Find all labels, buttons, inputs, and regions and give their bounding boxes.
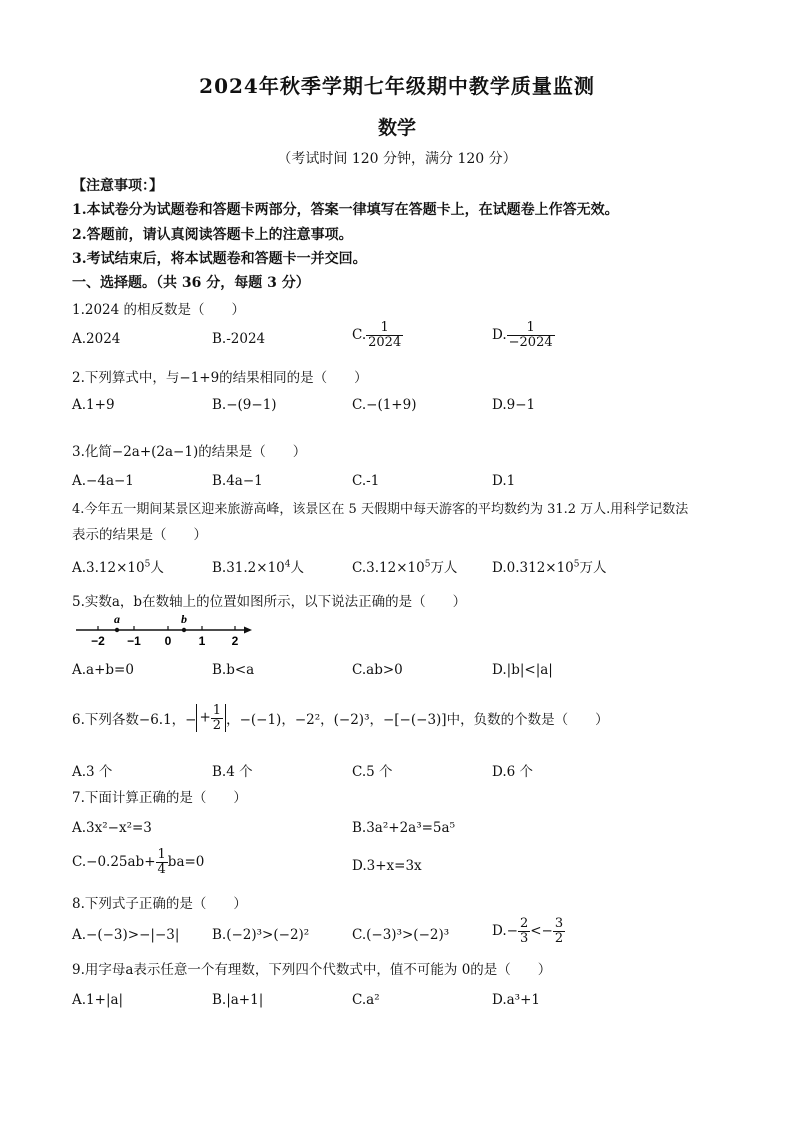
q3-stem: 3.化简−2a+(2a−1)的结果是（ ） (72, 444, 307, 460)
q9-option-a: A.1+|a| (72, 992, 124, 1008)
q6-option-b: B.4 个 (212, 764, 253, 780)
q5-number-line (72, 612, 256, 650)
number-line-tick-label: 0 (164, 634, 172, 648)
q9-stem: 9.用字母a表示任意一个有理数，下列四个代数式中，值不可能为 0的是（ ） (72, 962, 552, 978)
number-line-tick-label: −1 (127, 634, 141, 648)
q3-option-a: A.−4a−1 (72, 473, 134, 489)
number-line-tick-label: −2 (91, 634, 105, 648)
point-a (115, 628, 119, 632)
exam-subject: 数学 (377, 117, 416, 139)
q3-option-c: C.-1 (352, 473, 380, 489)
q9-option-d: D.a³+1 (492, 992, 540, 1008)
number-line-arrow (244, 627, 252, 634)
notice-heading: 【注意事项：】 (72, 178, 163, 194)
exam-time-info: （考试时间 120 分钟，满分 120 分） (277, 151, 517, 167)
point-b-label: b (181, 612, 187, 626)
q7-option-c: C.−0.25ab+ $\frac{1}{4}$ ba=0 (72, 847, 205, 877)
q4-option-c: $C.3.12\times 10^5$万人 (352, 559, 458, 576)
q4-option-d: $D.0.312\times 10^5$万人 (492, 559, 607, 576)
q6-stem: 6.下列各数−6.1，− + $\frac{1}{2}$ ，−(−1)，−2²，(−2)³，−[−(−3)]中，负数的个数是（ ） (72, 703, 609, 733)
q8-option-a: A.−(−3)>−|−3| (72, 927, 180, 943)
q1-option-c: C. $\frac{1}{2024}$ (352, 320, 402, 350)
q7-stem: 7.下面计算正确的是（ ） (72, 790, 247, 806)
number-line-tick-label: 2 (231, 634, 239, 648)
q7-option-d: D.3+x=3x (352, 858, 422, 874)
q2-option-c: C.−(1+9) (352, 397, 417, 413)
q2-option-b: B.−(9−1) (212, 397, 277, 413)
q3-option-d: D.1 (492, 473, 516, 489)
q8-stem: 8.下列式子正确的是（ ） (72, 896, 247, 912)
q1-option-d: D. $\frac{1}{-2024}$ (492, 320, 553, 350)
q9-option-b: B.|a+1| (212, 992, 264, 1008)
q2-option-d: D.9−1 (492, 397, 536, 413)
q8-option-b: B.(−2)³>(−2)² (212, 927, 310, 943)
exam-title: 2024年秋季学期七年级期中教学质量监测 (199, 74, 595, 98)
section-heading: 一、选择题。（共 36 分，每题 3 分） (72, 275, 310, 291)
notice-item-3: 3.考试结束后，将本试题卷和答题卡一并交回。 (72, 251, 367, 267)
q4-option-b: $B.31.2\times 10^4$人 (212, 559, 304, 576)
q4-stem-line2: 表示的结果是（ ） (72, 527, 207, 543)
q6-option-a: A.3 个 (72, 764, 113, 780)
q1-option-a: A.2024 (72, 331, 121, 347)
notice-item-1: 1.本试卷分为试题卷和答题卡两部分，答案一律填写在答题卡上，在试题卷上作答无效。 (72, 202, 619, 218)
q2-option-a: A.1+9 (72, 397, 115, 413)
point-a-label: a (114, 612, 120, 626)
q8-option-d: D.− $\frac{2}{3}$ <− $\frac{3}{2}$ (492, 916, 564, 946)
q5-stem: 5.实数a，b在数轴上的位置如图所示，以下说法正确的是（ ） (72, 594, 467, 610)
q4-option-a: $A.3.12\times 10^5$人 (72, 559, 164, 576)
q7-option-a: A.3x²−x²=3 (72, 820, 152, 836)
q6-option-c: C.5 个 (352, 764, 393, 780)
q8-option-c: C.(−3)³>(−2)³ (352, 927, 450, 943)
q1-stem: 1.2024 的相反数是（ ） (72, 302, 246, 318)
q9-option-c: C.a² (352, 992, 380, 1008)
q5-option-b: B.b<a (212, 662, 255, 678)
q5-option-a: A.a+b=0 (72, 662, 134, 678)
q6-option-d: D.6 个 (492, 764, 534, 780)
q5-option-d: D.|b|<|a| (492, 662, 553, 678)
point-b (182, 628, 186, 632)
notice-item-2: 2.答题前，请认真阅读答题卡上的注意事项。 (72, 227, 353, 243)
q5-option-c: C.ab>0 (352, 662, 403, 678)
q4-stem-line1: 4.今年五一期间某景区迎来旅游高峰，该景区在 5 天假期中每天游客的平均数约为 31.2 万人.用科学记数法 (72, 502, 689, 517)
q2-stem: 2.下列算式中，与−1+9的结果相同的是（ ） (72, 370, 368, 386)
q1-option-b: B.-2024 (212, 331, 266, 347)
q3-option-b: B.4a−1 (212, 473, 263, 489)
q7-option-b: B.3a²+2a³=5a⁵ (352, 820, 455, 836)
number-line-tick-label: 1 (198, 634, 206, 648)
